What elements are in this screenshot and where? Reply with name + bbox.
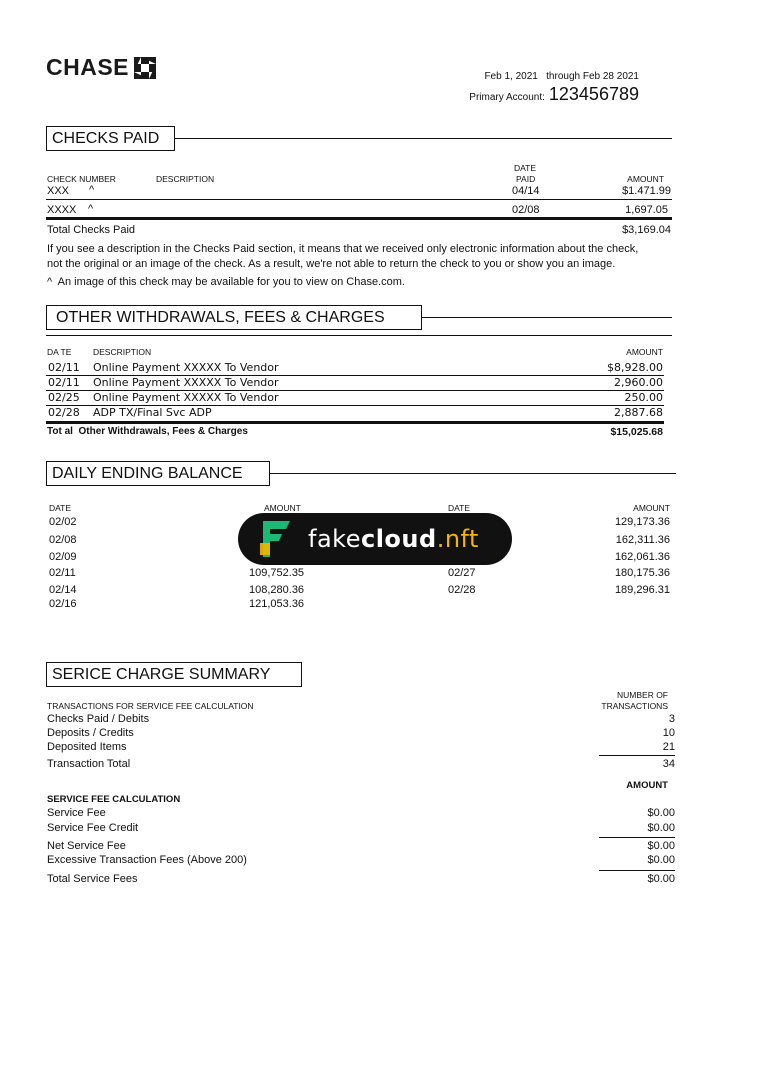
balance-amount: 109,752.35 xyxy=(249,567,305,579)
total-rule xyxy=(46,217,672,220)
image-available-mark: ^ xyxy=(89,184,95,196)
check-amount: $1.471.99 xyxy=(622,185,671,197)
balance-date: 02/11 xyxy=(49,567,76,579)
fee-label: Total Service Fees xyxy=(47,873,138,885)
transaction-total-value: 34 xyxy=(662,758,675,770)
fee-value: $0.00 xyxy=(647,854,675,866)
col-amount-right: AMOUNT xyxy=(633,503,670,513)
balance-date: 02/02 xyxy=(49,516,77,528)
check-number: XXX xyxy=(47,185,70,197)
withdrawal-date: 02/25 xyxy=(48,391,80,404)
account-number: 123456789 xyxy=(548,84,639,104)
col-date-right: DATE xyxy=(448,503,471,513)
withdrawal-amount: 250.00 xyxy=(624,391,663,404)
total-checks-label: Total Checks Paid xyxy=(47,224,136,236)
watermark-part-3: .nft xyxy=(436,525,479,553)
service-item-label: Deposited Items xyxy=(47,741,127,753)
checks-note-2: not the original or an image of the check. As a result, we're not able to return the check to you or show you an image. xyxy=(47,258,616,270)
balance-date: 02/08 xyxy=(49,534,77,546)
balance-amount: 121,053.36 xyxy=(249,598,305,610)
col-amount-left: AMOUNT xyxy=(264,503,301,513)
checks-note-1: If you see a description in the Checks Paid section, it means that we received only electronic information about the check, xyxy=(47,243,639,255)
fee-label: Service Fee xyxy=(47,807,106,819)
service-item-value: 10 xyxy=(662,727,675,739)
check-date: 02/08 xyxy=(512,204,540,216)
account-label: Primary Account: xyxy=(469,92,545,103)
check-amount: 1,697.05 xyxy=(625,204,668,216)
fee-value: $0.00 xyxy=(647,807,675,819)
fee-value: $0.00 xyxy=(647,840,675,852)
withdrawal-date: 02/28 xyxy=(48,406,80,419)
fee-value: $0.00 xyxy=(647,873,675,885)
balance-amount: 189,296.31 xyxy=(614,584,670,596)
subtotal-rule xyxy=(599,837,675,838)
check-date: 04/14 xyxy=(512,185,540,197)
withdrawal-description: ADP TX/Final Svc ADP xyxy=(93,406,212,419)
watermark-part-1: fake xyxy=(308,525,361,553)
col-amount: AMOUNT xyxy=(627,174,664,184)
col-date-2: PAID xyxy=(516,174,536,184)
watermark-text xyxy=(308,525,479,553)
transaction-total-label: Transaction Total xyxy=(47,758,131,770)
watermark-part-2: cloud xyxy=(360,525,437,553)
balance-date: 02/28 xyxy=(448,584,476,596)
balance-date: 02/27 xyxy=(448,567,476,579)
withdrawals-total-amount: $15,025.68 xyxy=(610,426,663,438)
checks-note-3: ^ An image of this check may be available for you to view on Chase.com. xyxy=(47,276,405,288)
withdrawals-total-label: Tot al Other Withdrawals, Fees & Charges xyxy=(47,426,248,437)
col-description: DESCRIPTION xyxy=(93,347,152,357)
balance-amount: 162,311.36 xyxy=(615,534,670,546)
fee-label: Net Service Fee xyxy=(47,840,126,852)
checks-paid-title: CHECKS PAID xyxy=(46,126,175,151)
service-item-label: Checks Paid / Debits xyxy=(47,713,150,725)
chase-octagon-icon xyxy=(134,57,156,79)
col-number-of: NUMBER OF xyxy=(617,690,668,700)
section-underline xyxy=(46,335,672,336)
service-item-label: Deposits / Credits xyxy=(47,727,134,739)
fee-label: Service Fee Credit xyxy=(47,822,139,834)
col-date-1: DATE xyxy=(514,163,537,173)
total-rule xyxy=(46,421,664,424)
logo-text: CHASE xyxy=(46,54,130,80)
balance-amount: 108,280.36 xyxy=(249,584,305,596)
balance-amount: 180,175.36 xyxy=(614,567,670,579)
withdrawal-date: 02/11 xyxy=(48,376,80,389)
service-fee-header: SERVICE FEE CALCULATION xyxy=(47,794,181,805)
primary-account xyxy=(469,84,639,105)
balance-amount: 129,173.36 xyxy=(614,516,670,528)
withdrawal-date: 02/11 xyxy=(48,361,80,374)
chase-logo xyxy=(46,54,156,81)
fee-value: $0.00 xyxy=(647,822,675,834)
withdrawals-title: OTHER WITHDRAWALS, FEES & CHARGES xyxy=(46,305,422,330)
fakecloud-logo-icon xyxy=(260,521,290,557)
watermark-banner xyxy=(238,513,512,565)
withdrawal-amount: 2,960.00 xyxy=(614,376,663,389)
section-rule xyxy=(420,317,672,318)
service-item-value: 21 xyxy=(662,741,675,753)
statement-period: Feb 1, 2021 through Feb 28 2021 xyxy=(484,71,639,82)
balance-amount: 162,061.36 xyxy=(614,551,670,563)
section-rule xyxy=(170,138,672,139)
withdrawal-description: Online Payment XXXXX To Vendor xyxy=(93,361,279,374)
image-available-mark: ^ xyxy=(88,203,94,215)
withdrawal-description: Online Payment XXXXX To Vendor xyxy=(93,376,279,389)
check-number: XXXX xyxy=(47,204,77,216)
balance-date: 02/14 xyxy=(49,584,77,596)
col-transactions-count: TRANSACTIONS xyxy=(601,701,668,711)
fee-label: Excessive Transaction Fees (Above 200) xyxy=(47,854,247,866)
subtotal-rule xyxy=(599,870,675,871)
service-item-value: 3 xyxy=(668,713,675,725)
withdrawal-amount: $8,928.00 xyxy=(607,361,663,374)
balance-date: 02/09 xyxy=(49,551,77,563)
section-rule xyxy=(266,473,676,474)
row-rule xyxy=(46,199,672,200)
withdrawal-amount: 2,887.68 xyxy=(614,406,663,419)
col-date-left: DATE xyxy=(49,503,72,513)
daily-balance-title: DAILY ENDING BALANCE xyxy=(46,461,270,486)
col-amount: AMOUNT xyxy=(626,347,663,357)
col-description: DESCRIPTION xyxy=(156,174,215,184)
subtotal-rule xyxy=(599,755,675,756)
total-checks-amount: $3,169.04 xyxy=(622,224,671,236)
col-date: DA TE xyxy=(47,347,72,357)
col-transactions: TRANSACTIONS FOR SERVICE FEE CALCULATION xyxy=(47,701,254,711)
balance-date: 02/16 xyxy=(49,598,77,610)
col-check-number: CHECK NUMBER xyxy=(47,174,116,184)
amount-header: AMOUNT xyxy=(626,780,668,791)
service-charge-title: SERICE CHARGE SUMMARY xyxy=(46,662,302,687)
withdrawal-description: Online Payment XXXXX To Vendor xyxy=(93,391,279,404)
